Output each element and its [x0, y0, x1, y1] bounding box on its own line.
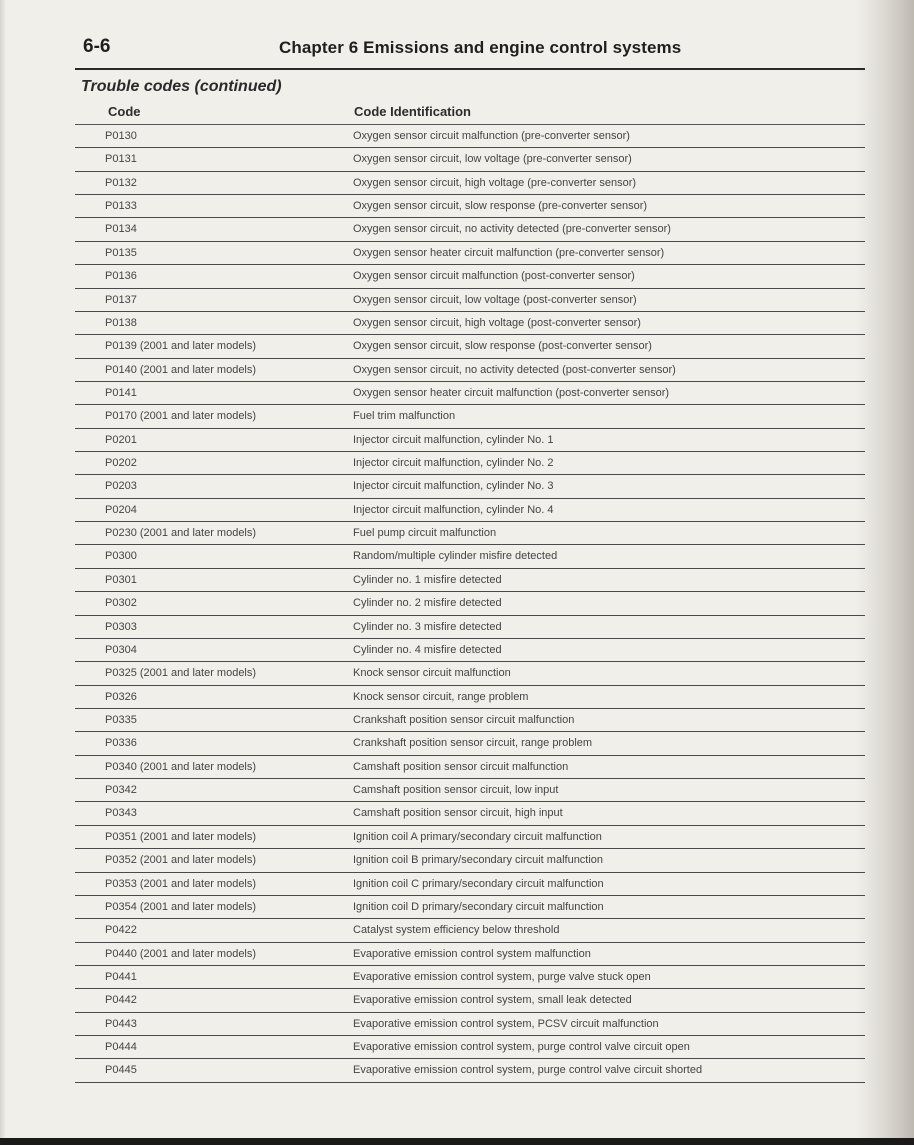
table-row: [75, 569, 865, 592]
trouble-code: P0440 (2001 and later models): [105, 947, 257, 960]
chapter-title: Chapter 6 Emissions and engine control systems: [279, 38, 682, 57]
table-row: [75, 312, 865, 335]
table-row: [75, 943, 865, 966]
trouble-code: P0340 (2001 and later models): [105, 760, 257, 773]
trouble-code: P0442: [105, 994, 137, 1007]
code-identification: Ignition coil D primary/secondary circuit malfunction: [353, 900, 604, 913]
table-row: [75, 802, 865, 825]
code-identification: Injector circuit malfunction, cylinder No. 2: [353, 457, 554, 470]
trouble-code: P0202: [105, 457, 137, 470]
code-identification: Oxygen sensor circuit, high voltage (pre-converter sensor): [353, 176, 637, 189]
table-row: [75, 779, 865, 802]
column-header-code: Code: [108, 104, 141, 119]
trouble-code: P0300: [105, 550, 137, 563]
trouble-code: P0201: [105, 433, 137, 446]
table-row: [75, 966, 865, 989]
table-row: [75, 452, 865, 475]
header-rule: [75, 68, 865, 70]
trouble-code: P0170 (2001 and later models): [105, 410, 257, 423]
table-row: [75, 686, 865, 709]
table-row: [75, 639, 865, 662]
table-row: [75, 756, 865, 779]
code-identification: Oxygen sensor circuit, low voltage (post-converter sensor): [353, 293, 637, 306]
trouble-code-table: [0, 125, 914, 1083]
column-header-identification: Code Identification: [354, 104, 471, 119]
table-row: [75, 218, 865, 241]
code-identification: Evaporative emission control system, PCSV circuit malfunction: [353, 1017, 659, 1030]
table-row: [75, 592, 865, 615]
table-row: [75, 522, 865, 545]
trouble-code: P0203: [105, 480, 137, 493]
code-identification: Evaporative emission control system, purge valve stuck open: [353, 970, 651, 983]
code-identification: Injector circuit malfunction, cylinder No. 4: [353, 503, 554, 516]
code-identification: Fuel pump circuit malfunction: [353, 527, 497, 540]
trouble-code: P0132: [105, 176, 137, 189]
trouble-code: P0443: [105, 1017, 137, 1030]
table-row: [75, 873, 865, 896]
page-number: 6-6: [83, 36, 111, 57]
code-identification: Oxygen sensor circuit, low voltage (pre-converter sensor): [353, 153, 632, 166]
table-row: [75, 1013, 865, 1036]
trouble-code: P0422: [105, 924, 137, 937]
page-header: [83, 36, 863, 68]
table-row: [75, 125, 865, 148]
code-identification: Evaporative emission control system, purge control valve circuit open: [353, 1041, 690, 1054]
trouble-code: P0304: [105, 643, 137, 656]
table-row: [75, 662, 865, 685]
trouble-code: P0342: [105, 784, 137, 797]
code-identification: Ignition coil A primary/secondary circuit malfunction: [353, 830, 602, 843]
trouble-code: P0204: [105, 503, 137, 516]
code-identification: Injector circuit malfunction, cylinder No. 1: [353, 433, 554, 446]
table-row: [75, 289, 865, 312]
trouble-code: P0325 (2001 and later models): [105, 667, 257, 680]
trouble-code: P0131: [105, 153, 137, 166]
trouble-code: P0441: [105, 970, 137, 983]
code-identification: Camshaft position sensor circuit, high input: [353, 807, 563, 820]
code-identification: Oxygen sensor circuit, no activity detected (post-converter sensor): [353, 363, 676, 376]
trouble-code: P0444: [105, 1041, 137, 1054]
trouble-code: P0130: [105, 130, 137, 142]
code-identification: Oxygen sensor heater circuit malfunction (post-converter sensor): [353, 386, 670, 399]
trouble-code: P0354 (2001 and later models): [105, 900, 257, 913]
table-row: [75, 709, 865, 732]
code-identification: Ignition coil B primary/secondary circuit malfunction: [353, 854, 604, 867]
code-identification: Random/multiple cylinder misfire detected: [353, 550, 558, 563]
table-row: [75, 382, 865, 405]
trouble-code: P0138: [105, 316, 137, 329]
table-row: [75, 148, 865, 171]
table-row: [75, 475, 865, 498]
table-row: [75, 499, 865, 522]
code-identification: Knock sensor circuit malfunction: [353, 667, 511, 680]
code-identification: Injector circuit malfunction, cylinder No. 3: [353, 480, 554, 493]
table-row: [75, 732, 865, 755]
code-identification: Camshaft position sensor circuit malfunction: [353, 760, 569, 773]
trouble-code: P0134: [105, 223, 137, 236]
table-row: [75, 405, 865, 428]
code-identification: Evaporative emission control system, purge control valve circuit shorted: [353, 1064, 703, 1077]
trouble-code: P0137: [105, 293, 137, 306]
trouble-code: P0139 (2001 and later models): [105, 340, 257, 353]
code-identification: Crankshaft position sensor circuit, range problem: [353, 737, 593, 750]
table-row: [75, 919, 865, 942]
code-identification: Oxygen sensor circuit, no activity detected (pre-converter sensor): [353, 223, 671, 236]
trouble-code: P0343: [105, 807, 137, 820]
code-identification: Crankshaft position sensor circuit malfunction: [353, 713, 575, 726]
code-identification: Evaporative emission control system, small leak detected: [353, 994, 632, 1007]
table-row: [75, 335, 865, 358]
table-row: [75, 195, 865, 218]
table-row: [75, 1036, 865, 1059]
code-identification: Camshaft position sensor circuit, low input: [353, 784, 559, 797]
trouble-code: P0352 (2001 and later models): [105, 854, 257, 867]
trouble-code: P0301: [105, 573, 137, 586]
table-row: [75, 429, 865, 452]
code-identification: Evaporative emission control system malfunction: [353, 947, 591, 960]
trouble-code: P0141: [105, 386, 137, 399]
code-identification: Ignition coil C primary/secondary circuit malfunction: [353, 877, 604, 890]
table-row: [75, 1059, 865, 1082]
table-row: [75, 616, 865, 639]
code-identification: Oxygen sensor heater circuit malfunction (pre-converter sensor): [353, 246, 665, 259]
code-identification: Knock sensor circuit, range problem: [353, 690, 529, 703]
code-identification: Cylinder no. 4 misfire detected: [353, 643, 502, 656]
table-row: [75, 359, 865, 382]
trouble-code: P0140 (2001 and later models): [105, 363, 257, 376]
table-row: [75, 242, 865, 265]
trouble-code: P0336: [105, 737, 137, 750]
trouble-code: P0303: [105, 620, 137, 633]
trouble-code: P0136: [105, 270, 137, 283]
trouble-code: P0302: [105, 597, 137, 610]
code-identification: Oxygen sensor circuit, high voltage (post-converter sensor): [353, 316, 641, 329]
code-identification: Cylinder no. 2 misfire detected: [353, 597, 502, 610]
code-identification: Cylinder no. 1 misfire detected: [353, 573, 502, 586]
trouble-code: P0351 (2001 and later models): [105, 830, 257, 843]
trouble-code: P0230 (2001 and later models): [105, 527, 257, 540]
trouble-code: P0445: [105, 1064, 137, 1077]
table-row: [75, 545, 865, 568]
code-identification: Oxygen sensor circuit, slow response (post-converter sensor): [353, 340, 652, 353]
code-identification: Oxygen sensor circuit malfunction (post-converter sensor): [353, 270, 635, 283]
trouble-code: P0353 (2001 and later models): [105, 877, 257, 890]
table-row: [75, 265, 865, 288]
code-identification: Catalyst system efficiency below threshold: [353, 924, 560, 937]
trouble-code: P0335: [105, 713, 137, 726]
table-row: [75, 896, 865, 919]
code-identification: Cylinder no. 3 misfire detected: [353, 620, 502, 633]
table-row: [75, 849, 865, 872]
table-row: [75, 826, 865, 849]
table-row: [75, 989, 865, 1012]
trouble-code: P0326: [105, 690, 137, 703]
code-identification: Oxygen sensor circuit malfunction (pre-converter sensor): [353, 130, 630, 142]
section-title: Trouble codes (continued): [81, 78, 282, 95]
code-identification: Fuel trim malfunction: [353, 410, 456, 423]
table-row: [75, 172, 865, 195]
code-identification: Oxygen sensor circuit, slow response (pre-converter sensor): [353, 200, 648, 213]
page-bottom-edge: [0, 1138, 914, 1145]
trouble-code: P0133: [105, 200, 137, 213]
trouble-code: P0135: [105, 246, 137, 259]
